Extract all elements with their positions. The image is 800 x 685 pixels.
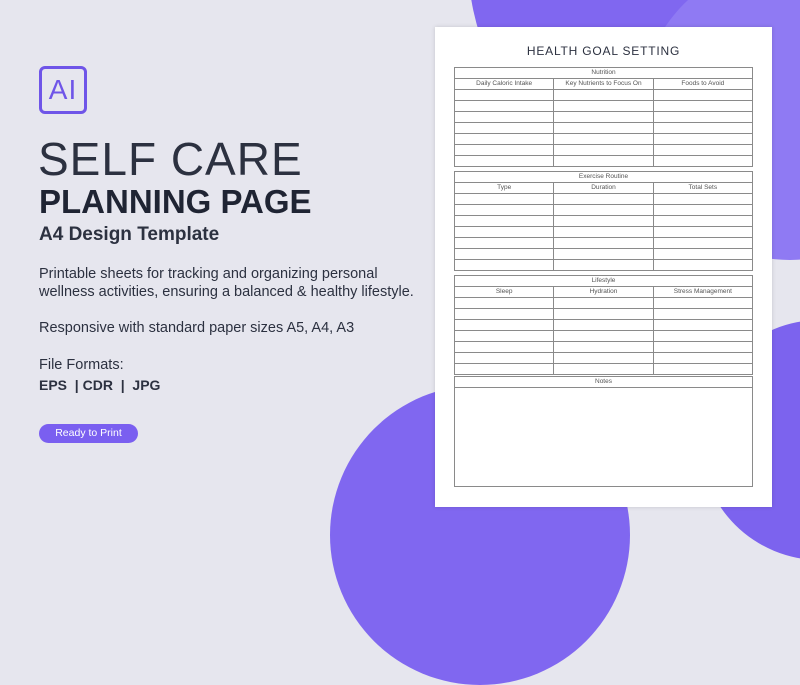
table-row <box>455 216 752 227</box>
table-cell <box>455 238 553 248</box>
column-header: Daily Caloric Intake <box>476 80 533 87</box>
column-header: Key Nutrients to Focus On <box>553 79 652 89</box>
table-cell <box>455 227 553 237</box>
section-heading: Exercise Routine <box>455 172 752 183</box>
table-row <box>455 238 752 249</box>
subtitle: A4 Design Template <box>39 224 220 245</box>
file-formats-label: File Formats: <box>39 357 124 373</box>
grid-rows <box>455 194 752 270</box>
table-row <box>455 90 752 101</box>
table-cell <box>455 353 553 363</box>
table-cell <box>455 298 553 308</box>
column-headers <box>455 79 752 90</box>
table-cell <box>653 331 752 341</box>
table-row <box>455 320 752 331</box>
table-cell <box>553 331 652 341</box>
table-row <box>455 227 752 238</box>
table-cell <box>553 216 652 226</box>
table-cell <box>455 156 553 166</box>
table-cell <box>653 260 752 270</box>
column-headers <box>455 183 752 194</box>
table-row <box>455 260 752 270</box>
table-row <box>455 353 752 364</box>
table-row <box>455 156 752 166</box>
section-nutrition <box>454 67 753 167</box>
table-cell <box>553 364 652 374</box>
table-cell <box>455 145 553 155</box>
table-row <box>455 134 752 145</box>
table-cell <box>653 238 752 248</box>
table-cell <box>653 249 752 259</box>
table-cell <box>653 134 752 144</box>
table-cell <box>653 194 752 204</box>
table-row <box>455 112 752 123</box>
title-planning-page: PLANNING PAGE <box>39 183 312 220</box>
table-cell <box>455 342 553 352</box>
table-row <box>455 309 752 320</box>
table-row <box>455 364 752 374</box>
table-cell <box>455 101 553 111</box>
table-cell <box>455 134 553 144</box>
table-cell <box>653 145 752 155</box>
table-row <box>455 331 752 342</box>
table-cell <box>653 353 752 363</box>
grid-rows <box>455 90 752 166</box>
sheet-title: HEALTH GOAL SETTING <box>526 44 681 58</box>
column-header: Duration <box>553 183 652 193</box>
table-cell <box>553 298 652 308</box>
table-cell <box>653 364 752 374</box>
table-cell <box>455 216 553 226</box>
section-lifestyle <box>454 275 753 375</box>
paper-sizes-text: Responsive with standard paper sizes A5, A4, A3 <box>39 320 355 336</box>
column-header: Type <box>497 184 512 191</box>
section-heading: Lifestyle <box>455 276 752 287</box>
table-cell <box>653 320 752 330</box>
table-row <box>455 298 752 309</box>
table-cell <box>553 309 652 319</box>
table-row <box>455 123 752 134</box>
table-cell <box>553 260 652 270</box>
table-cell <box>553 194 652 204</box>
column-headers <box>455 287 752 298</box>
table-cell <box>455 249 553 259</box>
column-header: Hydration <box>553 287 652 297</box>
table-cell <box>553 123 652 133</box>
section-heading: Notes <box>455 377 752 388</box>
table-row <box>455 205 752 216</box>
table-cell <box>553 156 652 166</box>
table-cell <box>653 309 752 319</box>
table-cell <box>553 227 652 237</box>
table-cell <box>553 134 652 144</box>
file-formats-list: EPS | CDR | JPG <box>39 377 161 393</box>
column-header: Sleep <box>495 288 513 295</box>
table-row <box>455 342 752 353</box>
table-cell <box>553 90 652 100</box>
table-cell <box>455 320 553 330</box>
table-row <box>455 101 752 112</box>
table-cell <box>455 364 553 374</box>
table-cell <box>653 90 752 100</box>
table-cell <box>653 101 752 111</box>
table-cell <box>455 260 553 270</box>
notes-area <box>455 388 752 486</box>
description: Printable sheets for tracking and organizing personal wellness activities, ensuring a balanced & healthy lifestyle. <box>39 266 414 300</box>
table-cell <box>653 156 752 166</box>
table-cell <box>553 238 652 248</box>
table-cell <box>455 194 553 204</box>
table-cell <box>553 205 652 215</box>
table-cell <box>553 101 652 111</box>
table-cell <box>455 112 553 122</box>
ready-to-print-badge[interactable]: Ready to Print <box>39 424 138 443</box>
table-cell <box>553 342 652 352</box>
table-cell <box>455 123 553 133</box>
table-cell <box>653 205 752 215</box>
table-cell <box>653 298 752 308</box>
logo-text: AI <box>48 74 78 105</box>
table-cell <box>553 145 652 155</box>
planner-sheet-preview <box>435 27 772 507</box>
column-header: Foods to Avoid <box>653 79 752 89</box>
table-cell <box>653 123 752 133</box>
table-row <box>455 194 752 205</box>
table-cell <box>553 320 652 330</box>
section-heading: Nutrition <box>455 68 752 79</box>
table-cell <box>455 205 553 215</box>
section-notes <box>454 376 753 487</box>
table-cell <box>653 216 752 226</box>
title-self-care: SELF CARE <box>38 133 303 185</box>
table-cell <box>455 309 553 319</box>
table-cell <box>653 227 752 237</box>
table-row <box>455 249 752 260</box>
table-cell <box>553 112 652 122</box>
table-cell <box>455 90 553 100</box>
table-cell <box>553 249 652 259</box>
column-header: Stress Management <box>653 287 752 297</box>
grid-rows <box>455 298 752 374</box>
table-row <box>455 145 752 156</box>
table-cell <box>653 112 752 122</box>
table-cell <box>455 331 553 341</box>
column-header: Total Sets <box>653 183 752 193</box>
section-exercise-routine <box>454 171 753 271</box>
table-cell <box>653 342 752 352</box>
table-cell <box>553 353 652 363</box>
ai-logo-icon <box>39 66 87 114</box>
